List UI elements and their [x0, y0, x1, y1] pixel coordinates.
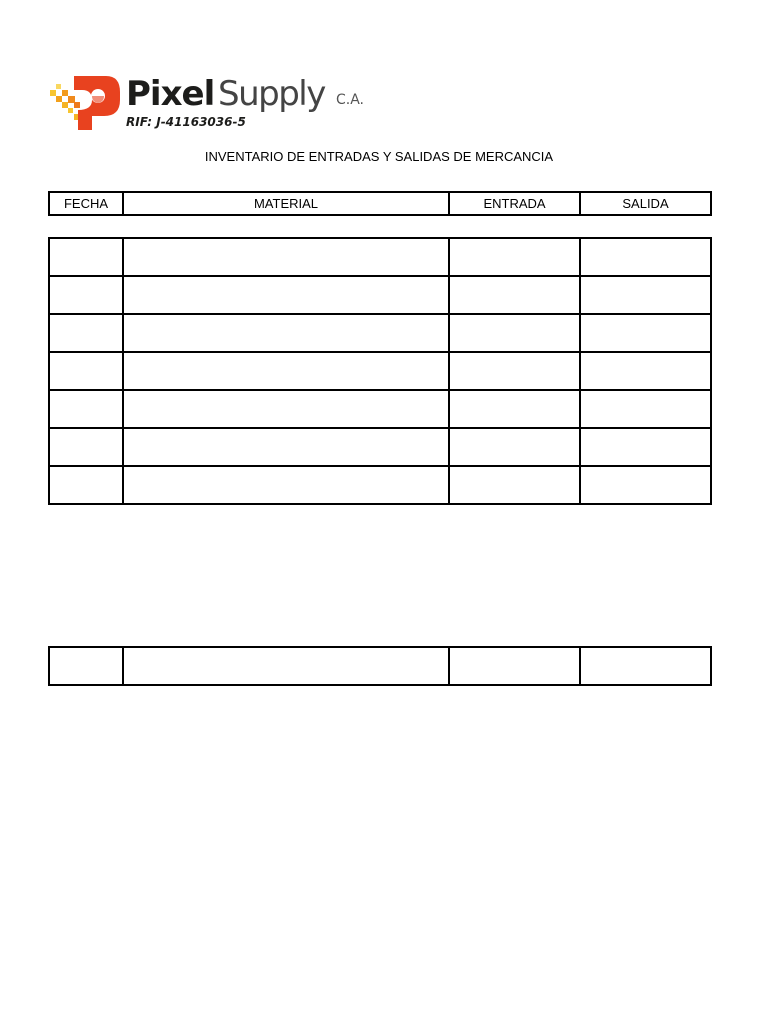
cell-material[interactable] — [123, 466, 449, 504]
table-row — [49, 352, 711, 390]
footer-cell-entrada[interactable] — [449, 647, 580, 685]
cell-fecha[interactable] — [49, 466, 123, 504]
header-row — [49, 192, 711, 215]
footer-table — [48, 646, 712, 686]
footer-row — [49, 647, 711, 685]
inventory-table — [48, 237, 712, 505]
cell-salida[interactable] — [580, 238, 711, 276]
brand-suffix: C.A. — [336, 92, 365, 108]
cell-salida[interactable] — [580, 314, 711, 352]
cell-fecha[interactable] — [49, 238, 123, 276]
cell-fecha[interactable] — [49, 314, 123, 352]
brand-name-light: Supply — [218, 74, 325, 114]
cell-salida[interactable] — [580, 276, 711, 314]
cell-fecha[interactable] — [49, 352, 123, 390]
cell-entrada[interactable] — [449, 314, 580, 352]
cell-fecha[interactable] — [49, 428, 123, 466]
cell-salida[interactable] — [580, 428, 711, 466]
column-header-salida: SALIDA — [580, 192, 711, 215]
footer-cell-fecha[interactable] — [49, 647, 123, 685]
cell-entrada[interactable] — [449, 238, 580, 276]
company-logo — [48, 70, 378, 134]
table-row — [49, 390, 711, 428]
table-header — [48, 191, 712, 216]
company-rif: RIF: J-41163036-5 — [126, 115, 246, 129]
footer-cell-material[interactable] — [123, 647, 449, 685]
cell-entrada[interactable] — [449, 466, 580, 504]
column-header-material: MATERIAL — [123, 192, 449, 215]
cell-fecha[interactable] — [49, 276, 123, 314]
cell-material[interactable] — [123, 428, 449, 466]
cell-salida[interactable] — [580, 390, 711, 428]
table-row — [49, 428, 711, 466]
table-row — [49, 276, 711, 314]
cell-salida[interactable] — [580, 352, 711, 390]
table-row — [49, 466, 711, 504]
cell-entrada[interactable] — [449, 390, 580, 428]
column-header-entrada: ENTRADA — [449, 192, 580, 215]
pixel-logo-icon — [48, 70, 124, 134]
table-row — [49, 314, 711, 352]
column-header-fecha: FECHA — [49, 192, 123, 215]
cell-entrada[interactable] — [449, 276, 580, 314]
cell-material[interactable] — [123, 390, 449, 428]
cell-material[interactable] — [123, 352, 449, 390]
cell-material[interactable] — [123, 238, 449, 276]
cell-fecha[interactable] — [49, 390, 123, 428]
cell-entrada[interactable] — [449, 428, 580, 466]
table-row — [49, 238, 711, 276]
cell-material[interactable] — [123, 314, 449, 352]
cell-entrada[interactable] — [449, 352, 580, 390]
cell-material[interactable] — [123, 276, 449, 314]
cell-salida[interactable] — [580, 466, 711, 504]
document-title: INVENTARIO DE ENTRADAS Y SALIDAS DE MERCANCIA — [204, 149, 554, 164]
footer-cell-salida[interactable] — [580, 647, 711, 685]
brand-name-bold: Pixel — [126, 74, 215, 114]
